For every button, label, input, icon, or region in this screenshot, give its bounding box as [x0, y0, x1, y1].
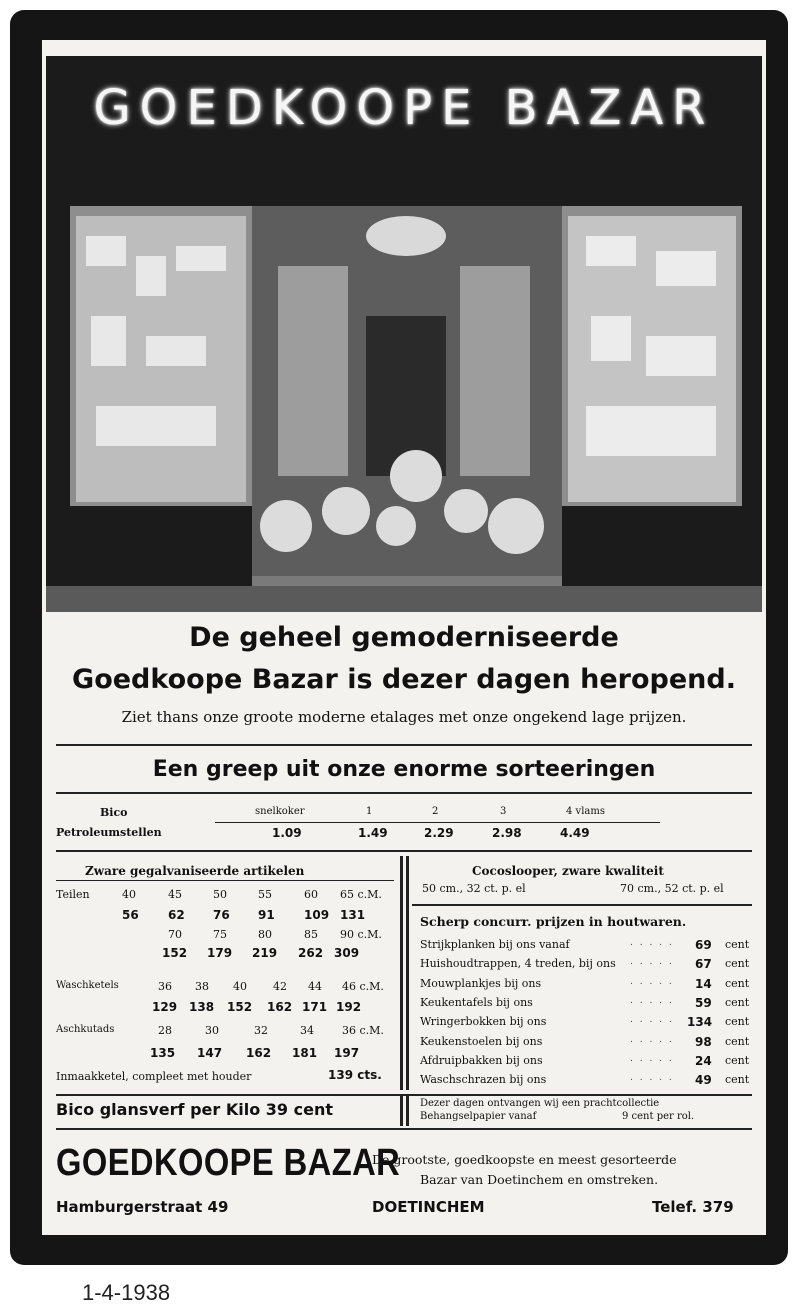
- teilen-size: 45: [168, 888, 182, 901]
- petroleum-price: 2.98: [492, 826, 522, 840]
- hout-item-dots: . . . . .: [630, 938, 674, 948]
- footer-phone: Telef. 379: [652, 1198, 734, 1216]
- divider: [56, 1094, 752, 1096]
- wasch-size: 42: [273, 980, 287, 993]
- petroleum-price: 4.49: [560, 826, 590, 840]
- teilen-price: 91: [258, 908, 275, 922]
- headline-1: De geheel gemoderniseerde: [189, 622, 619, 653]
- petroleum-price: 1.49: [358, 826, 388, 840]
- asch-price: 147: [197, 1046, 223, 1060]
- asch-price: 135: [150, 1046, 176, 1060]
- date-caption: 1-4-1938: [82, 1280, 171, 1305]
- wasch-price: 192: [336, 1000, 362, 1014]
- divider: [56, 880, 394, 881]
- wasch-size: 44: [308, 980, 322, 993]
- teilen-size: 65 c.M.: [340, 888, 382, 901]
- hout-item-unit: cent: [725, 1034, 750, 1048]
- footer-store-name: GOEDKOOPE BAZAR: [56, 1142, 401, 1184]
- asch-size: 32: [254, 1024, 268, 1037]
- divider: [215, 822, 660, 823]
- hout-item-unit: cent: [725, 1073, 750, 1087]
- coco-title: Cocoslooper, zware kwaliteit: [472, 864, 664, 878]
- teilen-size: 70: [168, 928, 182, 941]
- column-divider: [400, 1096, 403, 1126]
- teilen-size: 60: [304, 888, 318, 901]
- wasch-price: 138: [189, 1000, 215, 1014]
- teilen-price: 219: [252, 946, 278, 960]
- hout-item-label: Waschschrazen bij ons: [420, 1073, 547, 1087]
- teilen-size: 40: [122, 888, 136, 901]
- teilen-label: Teilen: [56, 888, 90, 901]
- tagline: Ziet thans onze groote moderne etalages met onze ongekend lage prijzen.: [121, 708, 687, 726]
- shop-sign: GOEDKOOPE BAZAR: [93, 80, 715, 136]
- hout-item-label: Strijkplanken bij ons vanaf: [420, 938, 570, 951]
- hout-item-label: Mouwplankjes bij ons: [420, 976, 542, 990]
- glansverf-offer: Bico glansverf per Kilo 39 cent: [56, 1100, 333, 1119]
- shopfront-illustration: [46, 56, 762, 612]
- petroleum-header: snelkoker: [255, 806, 305, 817]
- hout-item-price: 59: [695, 995, 712, 1010]
- hout-item-price: 67: [695, 957, 712, 972]
- hout-item-dots: . . . . .: [630, 1034, 674, 1045]
- divider: [412, 904, 752, 906]
- coco-left: 50 cm., 32 ct. p. el: [422, 882, 526, 895]
- asch-price: 197: [334, 1046, 360, 1060]
- hout-item-label: Keukentafels bij ons: [420, 995, 533, 1009]
- teilen-size: 90 c.M.: [340, 928, 382, 941]
- hout-item-price: 98: [695, 1034, 712, 1049]
- footer-address: Hamburgerstraat 49: [56, 1198, 229, 1216]
- teilen-price: 131: [340, 908, 366, 922]
- column-divider: [400, 856, 403, 1090]
- wasch-price: 162: [267, 1000, 293, 1014]
- teilen-size: 75: [213, 928, 227, 941]
- divider: [56, 792, 752, 794]
- petroleum-header: 3: [500, 806, 507, 817]
- divider: [56, 744, 752, 746]
- asch-size: 30: [205, 1024, 219, 1037]
- teilen-price: 179: [207, 946, 233, 960]
- wasch-price: 129: [152, 1000, 178, 1014]
- asch-price: 181: [292, 1046, 318, 1060]
- coco-right: 70 cm., 52 ct. p. el: [620, 882, 724, 895]
- headline-2: Goedkoope Bazar is dezer dagen heropend.: [72, 664, 736, 695]
- behang-line1: Dezer dagen ontvangen wij een prachtcollectie: [420, 1098, 660, 1109]
- hout-item-dots: . . . . .: [630, 957, 674, 968]
- column-divider: [406, 856, 409, 1090]
- hout-item-dots: . . . . .: [630, 995, 674, 1006]
- divider: [56, 850, 752, 852]
- teilen-price: 152: [162, 946, 188, 960]
- hout-item-price: 69: [695, 938, 712, 952]
- petroleum-header: 4 vlams: [566, 806, 605, 817]
- hout-item-unit: cent: [725, 995, 750, 1009]
- wasch-price: 171: [302, 1000, 328, 1014]
- hout-item-label: Keukenstoelen bij ons: [420, 1034, 543, 1048]
- hout-item-dots: . . . . .: [630, 1073, 674, 1084]
- hout-item-unit: cent: [725, 957, 750, 971]
- hout-item-unit: cent: [725, 976, 750, 990]
- footer-slogan-2: Bazar van Doetinchem en omstreken.: [420, 1172, 659, 1187]
- asch-size: 34: [300, 1024, 314, 1037]
- hout-item-price: 14: [695, 976, 712, 991]
- petroleum-price: 1.09: [272, 826, 302, 840]
- teilen-size: 55: [258, 888, 272, 901]
- teilen-price: 109: [304, 908, 330, 922]
- shop-photo: [46, 56, 762, 612]
- wasch-label: Waschketels: [56, 980, 119, 991]
- hout-title: Scherp concurr. prijzen in houtwaren.: [420, 914, 687, 929]
- hout-item-price: 134: [687, 1015, 713, 1030]
- teilen-price: 262: [298, 946, 324, 960]
- teilen-price: 62: [168, 908, 185, 922]
- inmaak-price: 139 cts.: [328, 1068, 382, 1082]
- asch-size: 36 c.M.: [342, 1024, 384, 1037]
- hout-item-label: Wringerbokken bij ons: [420, 1015, 547, 1029]
- petroleum-header: 2: [432, 806, 439, 817]
- footer-city: DOETINCHEM: [372, 1198, 485, 1216]
- wasch-size: 36: [158, 980, 172, 993]
- inmaak-label: Inmaakketel, compleet met houder: [56, 1070, 252, 1083]
- hout-item-price: 49: [695, 1073, 712, 1088]
- teilen-size: 80: [258, 928, 272, 941]
- teilen-price: 309: [334, 946, 360, 960]
- behang-line2b: 9 cent per rol.: [622, 1111, 695, 1122]
- wasch-price: 152: [227, 1000, 253, 1014]
- wasch-size: 46 c.M.: [342, 980, 384, 993]
- hout-item-price: 24: [695, 1053, 712, 1068]
- galv-title: Zware gegalvaniseerde artikelen: [85, 864, 305, 878]
- teilen-price: 56: [122, 908, 139, 922]
- hout-item-dots: . . . . .: [630, 1015, 674, 1026]
- petroleum-header: 1: [366, 806, 373, 817]
- wasch-size: 38: [195, 980, 209, 993]
- section-title: Een greep uit onze enorme sorteeringen: [152, 757, 656, 782]
- wasch-size: 40: [233, 980, 247, 993]
- hout-item-unit: cent: [725, 1053, 750, 1067]
- teilen-size: 85: [304, 928, 318, 941]
- divider: [56, 1128, 752, 1130]
- hout-item-label: Afdruipbakken bij ons: [420, 1053, 543, 1067]
- hout-item-unit: cent: [725, 1015, 750, 1029]
- teilen-price: 76: [213, 908, 230, 922]
- hout-item-dots: . . . . .: [630, 1053, 674, 1064]
- teilen-size: 50: [213, 888, 227, 901]
- hout-item-unit: cent: [725, 938, 750, 951]
- hout-item-dots: . . . . .: [630, 976, 674, 987]
- petroleum-price: 2.29: [424, 826, 454, 840]
- hout-item-label: Huishoudtrappen, 4 treden, bij ons: [420, 957, 616, 971]
- behang-line2: Behangselpapier vanaf: [420, 1111, 537, 1122]
- column-divider: [406, 1096, 409, 1126]
- asch-label: Aschkutads: [56, 1024, 115, 1035]
- footer-slogan-1: De grootste, goedkoopste en meest gesorteerde: [372, 1152, 677, 1167]
- asch-size: 28: [158, 1024, 172, 1037]
- asch-price: 162: [246, 1046, 272, 1060]
- petroleum-brand: Bico: [100, 806, 128, 819]
- petroleum-label: Petroleumstellen: [56, 826, 162, 839]
